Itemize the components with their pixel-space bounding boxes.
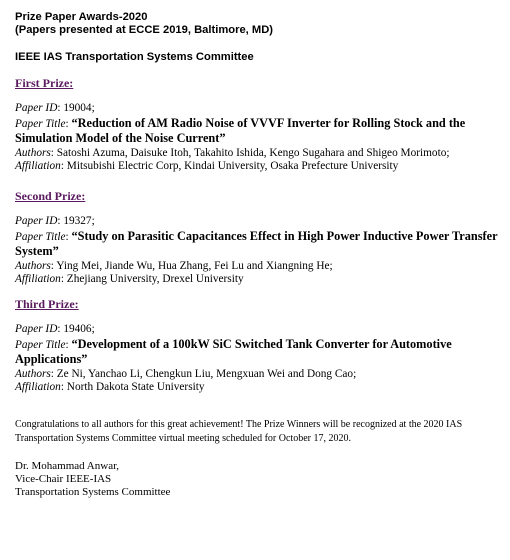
- paper-id-label: Paper ID: [15, 214, 58, 227]
- authors-value: : Satoshi Azuma, Daisuke Itoh, Takahito Ishida, Kengo Sugahara and Shigeo Morimoto;: [50, 146, 450, 159]
- signature-name: Dr. Mohammad Anwar,: [15, 459, 120, 472]
- signature-org: Transportation Systems Committee: [15, 485, 171, 498]
- second-prize-entry: [15, 215, 500, 287]
- authors-value: : Ze Ni, Yanchao Li, Chengkun Liu, Mengxuan Wei and Dong Cao;: [50, 367, 357, 380]
- congratulations-paragraph: Congratulations to all authors for this great achievement! The Prize Winners will be recognized at the 2020 IAS Transportation Systems Committee virtual meeting scheduled for October 17, 2020.: [15, 418, 463, 444]
- affiliation-label: Affiliation: [15, 381, 61, 394]
- document-subtitle: (Papers presented at ECCE 2019, Baltimore, MD): [15, 24, 274, 36]
- paper-title-value: “Reduction of AM Radio Noise of VVVF Inverter for Rolling Stock and the Simulation Model of the Noise Current”: [15, 115, 466, 146]
- affiliation-label: Affiliation: [15, 160, 61, 173]
- affiliation-value: : Mitsubishi Electric Corp, Kindai University, Osaka Prefecture University: [60, 160, 399, 173]
- paper-id-value: : 19004;: [57, 102, 95, 114]
- signature-block: [15, 460, 500, 499]
- authors-label: Authors: [15, 146, 51, 159]
- paper-title-line: Paper Title: “Development of a 100kW SiC Switched Tank Converter for Automotive Applications”: [15, 336, 452, 367]
- paper-id-line: [15, 323, 500, 337]
- affiliation-value: : North Dakota State University: [60, 381, 205, 394]
- paper-title-line: Paper Title: “Reduction of AM Radio Noise of VVVF Inverter for Rolling Stock and the Simulation Model of the Noise Current”: [15, 115, 466, 146]
- affiliation-value: : Zhejiang University, Drexel University: [60, 273, 244, 286]
- authors-line: [15, 260, 500, 274]
- paper-id-value: : 19327;: [57, 214, 95, 227]
- paper-id-line: [15, 102, 500, 116]
- document-title: Prize Paper Awards-2020: [15, 11, 148, 23]
- signature-role: Vice-Chair IEEE-IAS: [15, 472, 112, 485]
- third-prize-entry: [15, 323, 500, 395]
- authors-value: : Ying Mei, Jiande Wu, Hua Zhang, Fei Lu and Xiangning He;: [50, 259, 333, 272]
- affiliation-line: [15, 381, 500, 395]
- paper-title-line: Paper Title: “Study on Parasitic Capacitances Effect in High Power Inductive Power Transfer System”: [15, 228, 498, 259]
- second-prize-heading: Second Prize:: [15, 188, 86, 203]
- paper-title-value: “Study on Parasitic Capacitances Effect in High Power Inductive Power Transfer System”: [15, 228, 498, 259]
- paper-id-line: [15, 215, 500, 229]
- paper-id-label: Paper ID: [15, 102, 58, 114]
- affiliation-line: [15, 273, 500, 287]
- third-prize-heading: Third Prize:: [15, 296, 79, 311]
- paper-id-value: : 19406;: [57, 322, 95, 335]
- authors-line: [15, 147, 500, 161]
- authors-line: [15, 368, 500, 382]
- paper-title-label: Paper Title: [15, 230, 66, 243]
- paper-title-label: Paper Title: [15, 117, 66, 130]
- paper-title-value: “Development of a 100kW SiC Switched Tank Converter for Automotive Applications”: [15, 336, 452, 367]
- first-prize-heading: First Prize:: [15, 76, 74, 90]
- affiliation-line: [15, 160, 500, 174]
- authors-label: Authors: [15, 367, 51, 380]
- authors-label: Authors: [15, 259, 51, 272]
- paper-id-label: Paper ID: [15, 322, 58, 335]
- affiliation-label: Affiliation: [15, 273, 61, 286]
- committee-name: IEEE IAS Transportation Systems Committee: [15, 51, 254, 63]
- paper-title-label: Paper Title: [15, 338, 66, 351]
- first-prize-entry: [15, 102, 500, 174]
